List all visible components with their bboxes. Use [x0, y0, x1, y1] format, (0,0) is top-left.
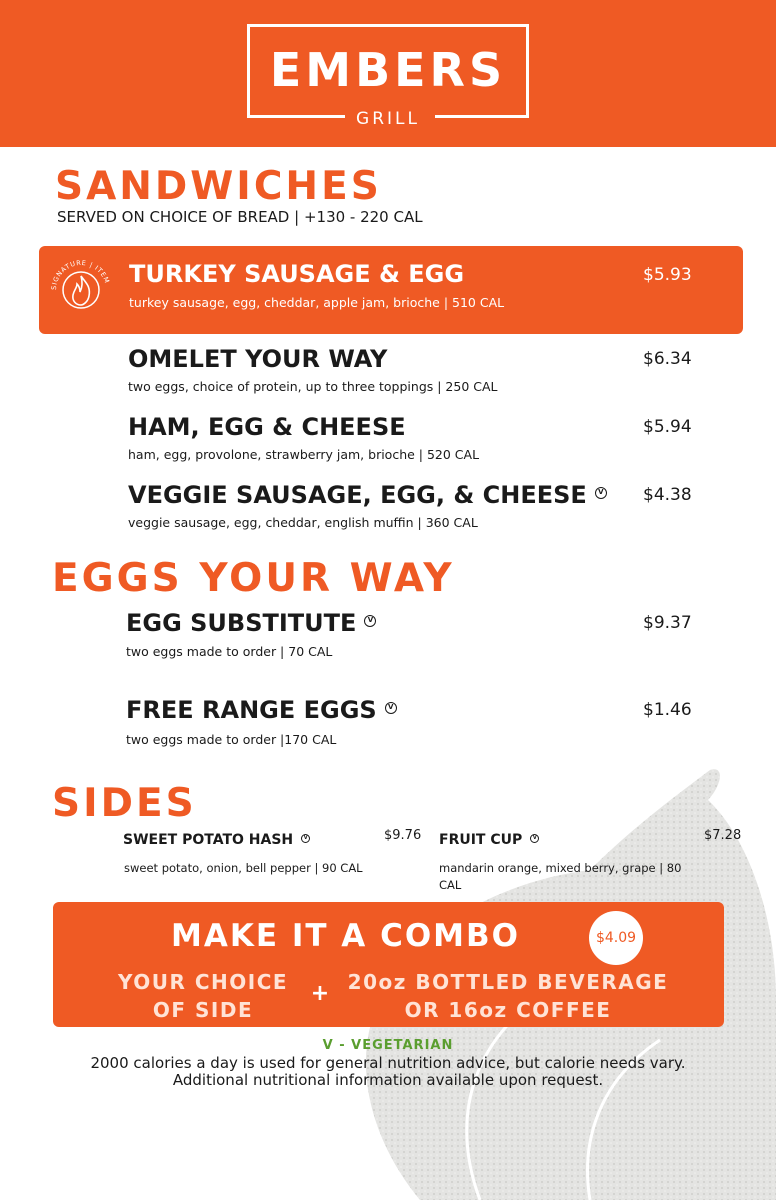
- menu-item-name-row: [126, 695, 397, 725]
- menu-item-description: two eggs made to order |170 CAL: [126, 732, 337, 747]
- signature-item-description: turkey sausage, egg, cheddar, apple jam, brioche | 510 CAL: [129, 295, 505, 310]
- vegetarian-icon: V: [301, 834, 310, 843]
- svg-text:SIGNATURE | ITEM: [50, 259, 111, 290]
- menu-item-description: ham, egg, provolone, strawberry jam, brioche | 520 CAL: [128, 447, 480, 462]
- disclaimer-line: 2000 calories a day is used for general nutrition advice, but calorie needs vary.: [90, 1054, 686, 1072]
- vegetarian-icon: V: [364, 615, 376, 627]
- vegetarian-icon: V: [385, 702, 397, 714]
- menu-item-name: HAM, EGG & CHEESE: [128, 413, 406, 441]
- signature-item-price: $5.93: [643, 265, 692, 285]
- vegetarian-legend: V - VEGETARIAN: [322, 1038, 454, 1053]
- vegetarian-icon: V: [595, 487, 607, 499]
- menu-item-price: $9.37: [643, 613, 692, 633]
- menu-item-description: veggie sausage, egg, cheddar, english muffin | 360 CAL: [128, 515, 478, 530]
- signature-badge-text: SIGNATURE | ITEM: [49, 258, 112, 291]
- section-subtitle-sandwiches: SERVED ON CHOICE OF BREAD | +130 - 220 CAL: [57, 208, 423, 226]
- side-item-description: sweet potato, onion, bell pepper | 90 CAL: [124, 861, 363, 875]
- section-title-sandwiches: SANDWICHES: [55, 164, 382, 209]
- combo-side-line: YOUR CHOICE: [117, 970, 289, 994]
- combo-beverage-line: 20oz BOTTLED BEVERAGE: [347, 970, 669, 994]
- side-item-name-row: [439, 831, 539, 849]
- menu-item-name-row: [126, 608, 376, 638]
- side-item-description: mandarin orange, mixed berry, grape | 80 CAL: [439, 861, 682, 892]
- combo-beverage-choice: [338, 968, 678, 1024]
- menu-item-price: $6.34: [643, 349, 692, 369]
- side-item-name-row: [123, 831, 310, 849]
- brand-name: EMBERS: [269, 43, 507, 97]
- menu-item-price: $4.38: [643, 485, 692, 505]
- menu-item-name: FREE RANGE EGGS: [126, 696, 377, 724]
- brand-subtitle: GRILL: [356, 109, 420, 129]
- menu-item-name-row: [128, 480, 607, 510]
- nutrition-disclaimer: [0, 1055, 776, 1089]
- combo-price-badge: $4.09: [589, 911, 643, 965]
- menu-item-name: VEGGIE SAUSAGE, EGG, & CHEESE: [128, 481, 587, 509]
- menu-item-description: two eggs made to order | 70 CAL: [126, 644, 333, 659]
- menu-item-price: $5.94: [643, 417, 692, 437]
- menu-item-name: EGG SUBSTITUTE: [126, 609, 357, 637]
- side-item-price: $9.76: [384, 828, 422, 843]
- section-title-eggs: EGGS YOUR WAY: [52, 556, 455, 601]
- side-item-price: $7.28: [704, 828, 742, 843]
- combo-side-choice: [108, 968, 298, 1024]
- combo-side-line: OF SIDE: [152, 998, 254, 1022]
- side-item-name: SWEET POTATO HASH: [123, 832, 294, 848]
- combo-title: MAKE IT A COMBO: [170, 918, 521, 954]
- signature-badge-flame-icon: [49, 258, 113, 322]
- disclaimer-line: Additional nutritional information available upon request.: [172, 1071, 604, 1089]
- menu-item-price: $1.46: [643, 700, 692, 720]
- signature-item-name: TURKEY SAUSAGE & EGG: [129, 260, 465, 288]
- combo-plus-sign: +: [310, 981, 330, 1006]
- combo-banner[interactable]: [53, 902, 724, 1027]
- brand-logo: [247, 24, 529, 129]
- menu-item-description: two eggs, choice of protein, up to three toppings | 250 CAL: [128, 379, 498, 394]
- signature-item-banner[interactable]: [39, 246, 743, 334]
- side-item-name: FRUIT CUP: [439, 832, 523, 848]
- section-title-sides: SIDES: [52, 781, 197, 826]
- vegetarian-icon: V: [530, 834, 539, 843]
- combo-beverage-line: OR 16oz COFFEE: [404, 998, 612, 1022]
- header-bar: [0, 0, 776, 147]
- menu-item-name: OMELET YOUR WAY: [128, 345, 388, 373]
